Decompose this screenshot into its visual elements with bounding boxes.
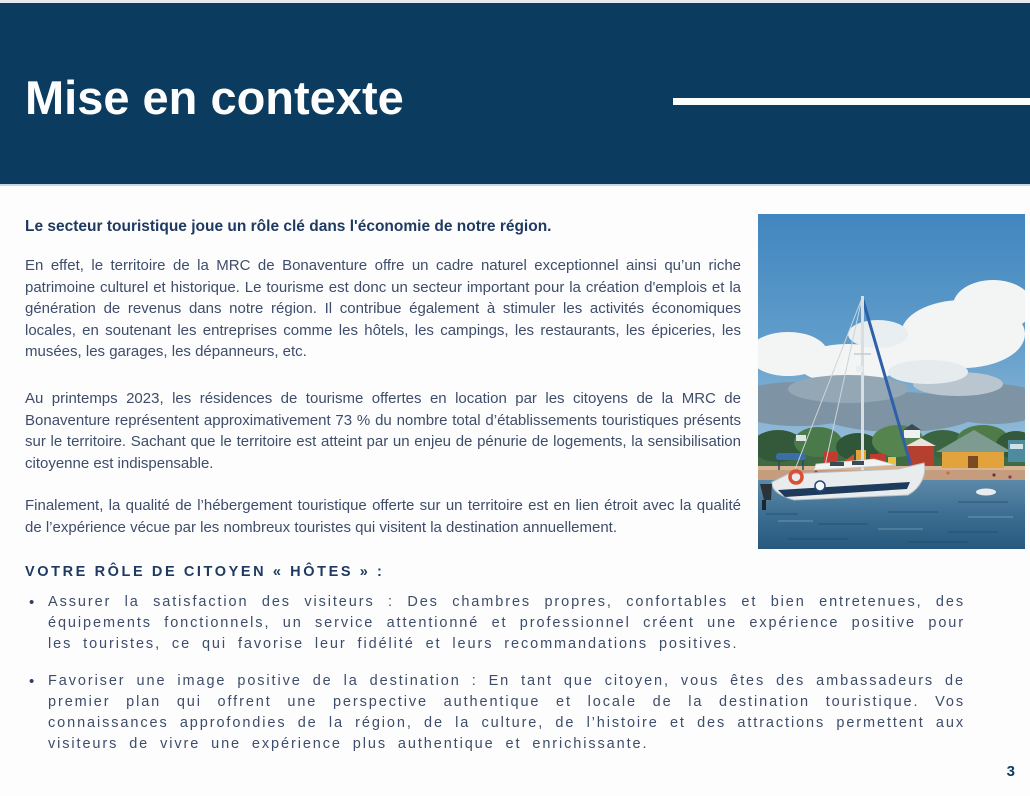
role-bullet-list: [25, 592, 965, 755]
section-heading-role-citoyen: VOTRE RÔLE DE CITOYEN « HÔTES » :: [25, 564, 385, 580]
list-item: [25, 671, 965, 755]
paragraph-context: En effet, le territoire de la MRC de Bonaventure offre un cadre naturel exceptionnel ainsi qu’un riche patrimoine culturel et historique. Le tourisme est donc un secteur important pour la création d'emplois et la génération de revenus dans notre région. Il contribue également à stimuler les activités économiques locales, en soutenant les entreprises comme les hôtels, les campings, les restaurants, les épiceries, les musées, les garages, les dépanneurs, etc.: [25, 257, 741, 360]
page-number: 3: [1006, 763, 1015, 780]
title-rule: [673, 98, 1030, 105]
page-title: Mise en contexte: [25, 71, 404, 124]
bullet-text-satisfaction: Assurer la satisfaction des visiteurs : Des chambres propres, confortables et bien entretenues, des équipements fonctionnels, un service attentionné et professionnel créent une expérience positive pour les touristes, ce qui favorise leur fidélité et leurs recommandations positives.: [48, 594, 965, 652]
intro-sentence: Le secteur touristique joue un rôle clé dans l'économie de notre région.: [25, 218, 552, 235]
paragraph-statistics: Au printemps 2023, les résidences de tourisme offertes en location par les citoyens de la MRC de Bonaventure représentent approximativement 73 % du nombre total d’établissements touristiques présents sur le territoire. Sachant que le territoire est atteint par un enjeu de pénurie de logements, la sensibilisation citoyenne est indispensable.: [25, 390, 741, 472]
list-item: [25, 592, 965, 655]
sailboat-photo-illustration: [758, 214, 1025, 549]
paragraph-quality: Finalement, la qualité de l’hébergement touristique offerte sur un territoire est en lien étroit avec la qualité de l’expérience vécue par les nombreux touristes qui visitent la destination annuellement.: [25, 497, 741, 536]
bullet-icon: •: [29, 673, 35, 690]
bullet-text-image-positive: Favoriser une image positive de la destination : En tant que citoyen, vous êtes des ambassadeurs de premier plan qui offrent une perspective authentique et locale de la destination touristique. Vos connaissances approfondies de la région, de la culture, de l’histoire et des attractions permettent aux visiteurs de vivre une expérience plus authentique et enrichissante.: [48, 673, 965, 752]
sailboat-beach-photo: [758, 214, 1025, 549]
bullet-icon: •: [29, 594, 35, 611]
header-band: [0, 3, 1030, 186]
